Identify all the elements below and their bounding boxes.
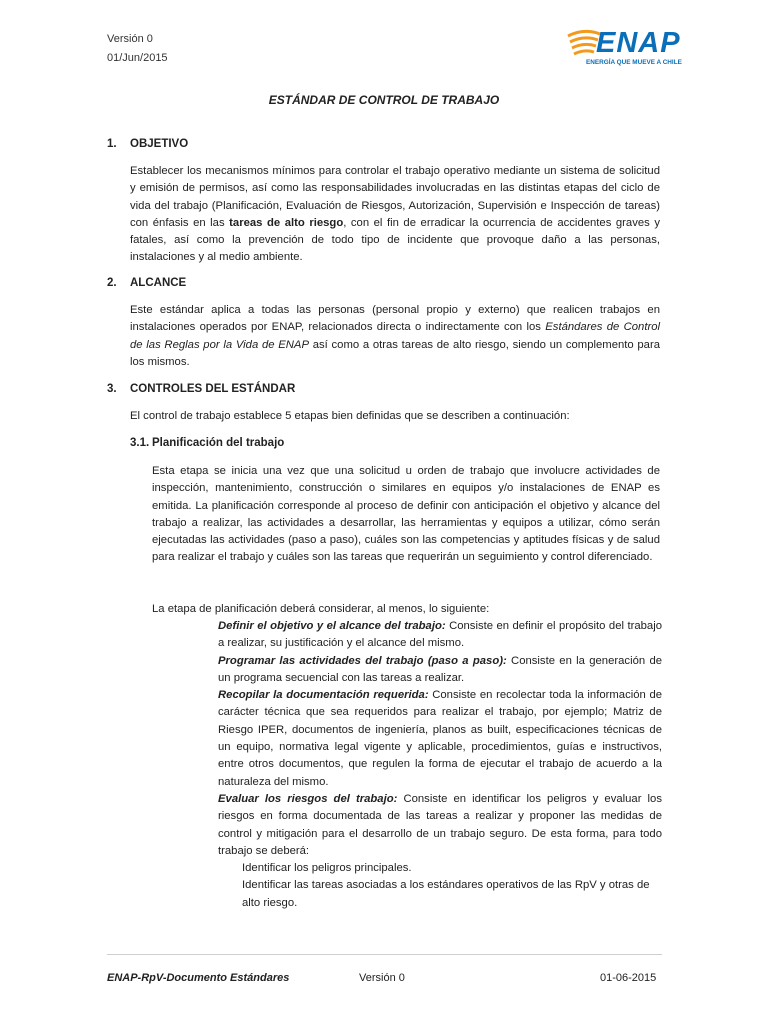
- logo-tagline: ENERGÍA QUE MUEVE A CHILE: [586, 59, 682, 66]
- emphasis-bold: tareas de alto riesgo: [229, 216, 344, 229]
- section-3-intro: El control de trabajo establece 5 etapas bien definidas que se describen a continuación:: [130, 410, 570, 422]
- sublist-item: Identificar las tareas asociadas a los estándares operativos de las RpV y otras de alto riesgo.: [242, 879, 650, 909]
- footer-date: 01-06-2015: [600, 972, 657, 984]
- footer-version: Versión 0: [359, 972, 405, 984]
- sublist-item: Identificar los peligros principales.: [242, 862, 412, 874]
- subsection-paragraph-1: Esta etapa se inicia una vez que una solicitud u orden de trabajo que involucre actividades de inspección, mantenimiento, construcción o similares en equipos y/o instalaciones de ENAP es emitida. La planificación corresponde al proceso de definir con anticipación el objetivo y alcance del trabajo a realizar, las actividades a desarrollar, las herramientas y equipos a utilizar, cómo serán ejecutadas las actividades (paso a paso), cuáles son las competencias y aptitudes físicas y de salud para realizar el trabajo y cuáles son las tareas que requerirán un seguimiento y control diferenciado.: [152, 465, 660, 564]
- section-3-heading: [107, 383, 295, 395]
- section-number: 1.: [107, 138, 117, 150]
- text-run: , con el fin de erradicar la ocurrencia de accidentes graves y fatales, así como la prevención de todo tipo de incidente que provoque daño a las personas, instalaciones y al medio ambiente.: [130, 216, 660, 264]
- list-item-text: Consiste en definir el propósito del trabajo a realizar, su justificación y el alcance del mismo.: [218, 620, 662, 650]
- section-title: CONTROLES DEL ESTÁNDAR: [130, 383, 296, 395]
- section-2-paragraph: [130, 302, 660, 371]
- list-item-lead: Evaluar los riesgos del trabajo:: [218, 792, 398, 805]
- document-title: ESTÁNDAR DE CONTROL DE TRABAJO: [268, 93, 500, 107]
- text-run: así como a otras tareas de alto riesgo, siendo un complemento para los mismos.: [130, 338, 661, 368]
- enap-logo: [566, 26, 682, 72]
- risk-sublist: [242, 860, 662, 912]
- list-item-text: Consiste en identificar los peligros y evaluar los riesgos en forma documentada de las tareas a realizar y proponer las medidas de control y mitigación para el desarrollo de un trabajo seguro. De esta forma, para todo trabajo se deberá:: [218, 792, 662, 857]
- emphasis-italic: Estándares de Control de las Reglas por la Vida de ENAP: [130, 321, 661, 351]
- list-item-lead: Programar las actividades del trabajo (paso a paso):: [218, 654, 507, 667]
- subsection-3-1-heading: [130, 437, 284, 449]
- list-item-text: Consiste en recolectar toda la información de carácter técnica que sea requeridos para realizar el trabajo, por ejemplo; Matriz de Riesgo IPER, documentos de ingeniería, planos as built, especificaciones técnicas de un equipo, normativa legal vigente y aplicable, procedimientos, guías e instructivos, entre otros documentos, que regulen la forma de ejecutar el trabajo de acuerdo a la naturaleza del mismo.: [218, 689, 663, 788]
- footer-divider: [107, 954, 662, 955]
- header-meta: [107, 30, 168, 68]
- list-item: [218, 618, 662, 653]
- subsection-number: 3.1.: [130, 437, 150, 449]
- section-number: 3.: [107, 383, 117, 395]
- section-1-heading: [107, 138, 188, 150]
- subsection-paragraph-2: La etapa de planificación deberá considerar, al menos, lo siguiente:: [152, 603, 490, 615]
- text-run: Este estándar aplica a todas las personas (personal propio y externo) que realicen trabajos en instalaciones operados por ENAP, relacionados directa o indirectamente con los: [130, 304, 660, 334]
- section-title: OBJETIVO: [130, 138, 189, 150]
- header-date: 01/Jun/2015: [107, 52, 168, 64]
- list-item: [218, 791, 662, 860]
- list-item: [218, 687, 662, 791]
- planning-list: [218, 618, 662, 860]
- section-2-heading: [107, 277, 186, 289]
- list-item: [218, 653, 662, 688]
- text-run: Establecer los mecanismos mínimos para controlar el trabajo operativo mediante un sistema de solicitud y emisión de permisos, así como las responsabilidades involucradas en las distintas etapas del ciclo de vida del trabajo (Planificación, Evaluación de Riesgos, Autorización, Supervisión e Inspección de tareas) con énfasis en las: [130, 165, 660, 229]
- section-title: ALCANCE: [130, 277, 187, 289]
- header-version: Versión 0: [107, 33, 153, 45]
- section-number: 2.: [107, 277, 117, 289]
- logo-wordmark: ENAP: [596, 27, 681, 59]
- list-item-text: Consiste en la generación de un programa secuencial con las tareas a realizar.: [218, 654, 663, 684]
- footer-document-name: ENAP-RpV-Documento Estándares: [107, 972, 290, 984]
- subsection-title: Planificación del trabajo: [152, 437, 285, 449]
- list-item-lead: Definir el objetivo y el alcance del trabajo:: [218, 620, 446, 632]
- section-1-paragraph: [130, 163, 660, 267]
- list-item-lead: Recopilar la documentación requerida:: [218, 689, 429, 702]
